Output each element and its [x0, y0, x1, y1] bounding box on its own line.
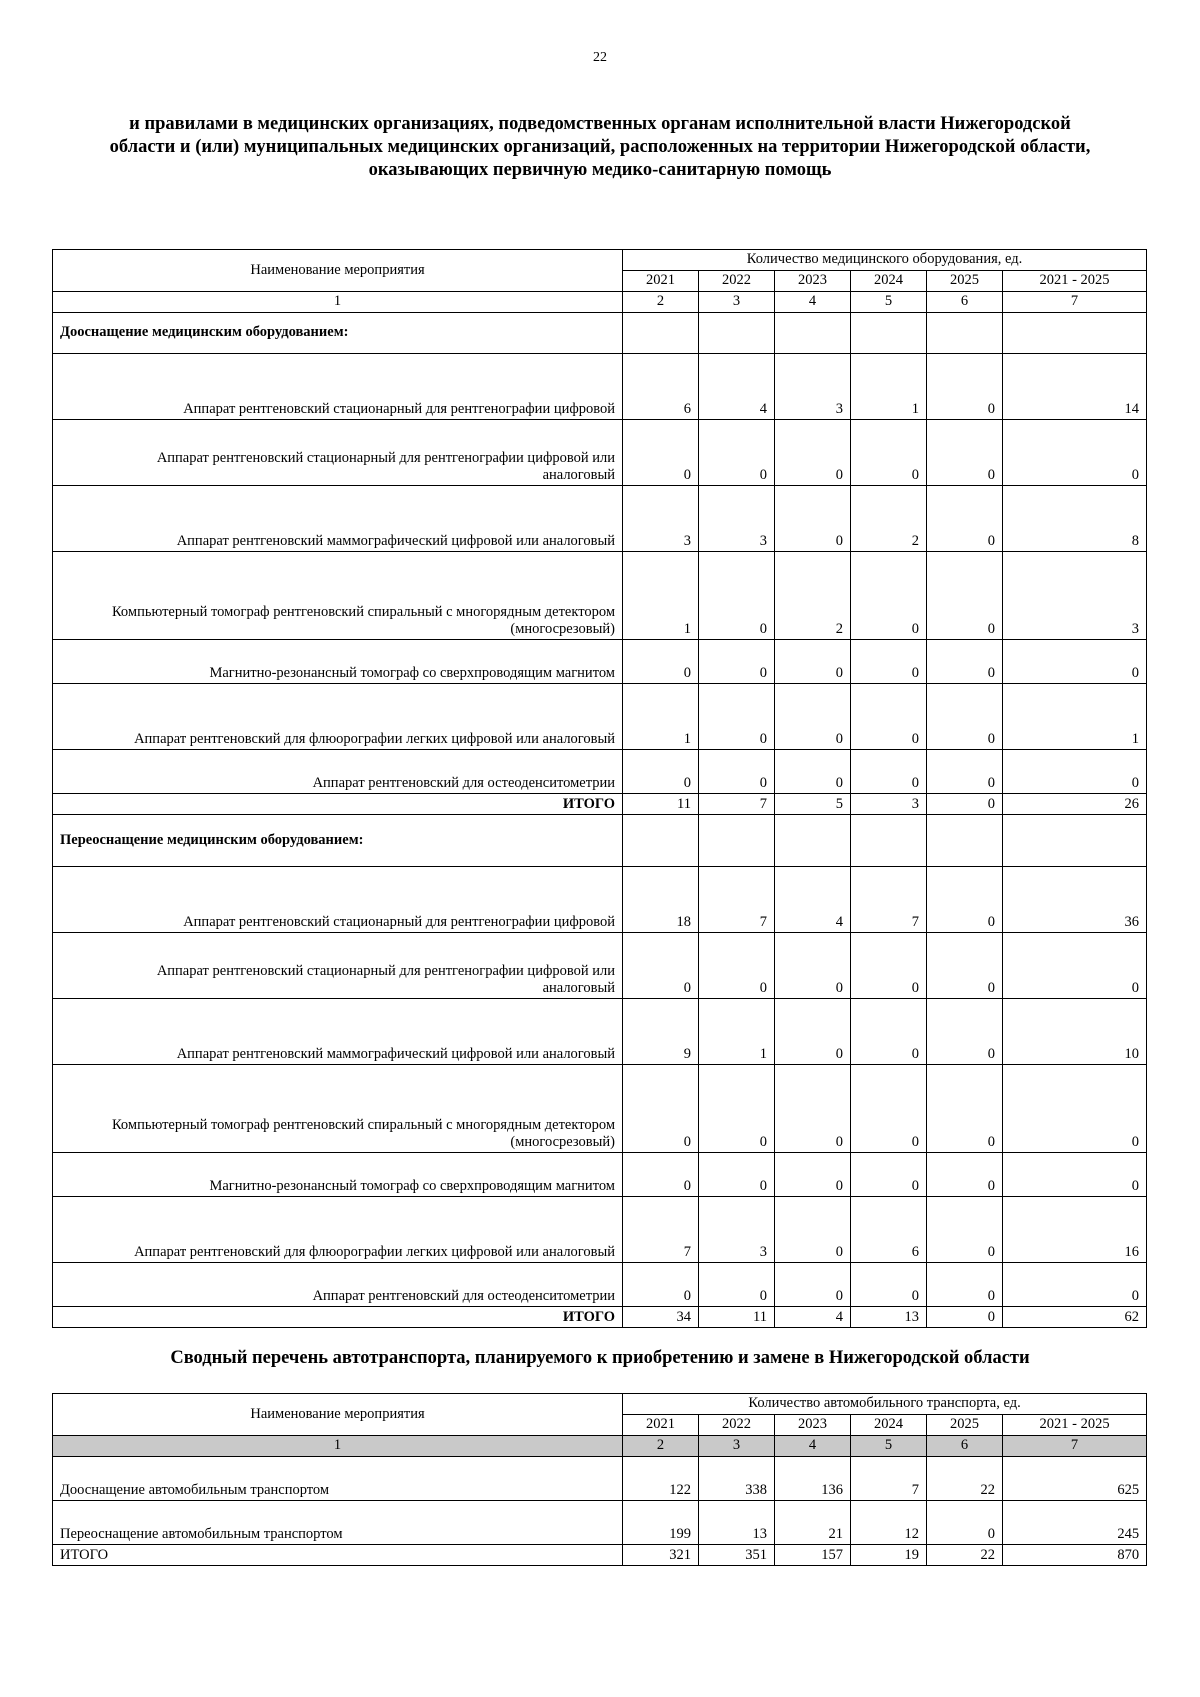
total-cell: 870 — [1003, 1545, 1147, 1566]
table-cell: 0 — [775, 933, 851, 999]
empty-cell — [775, 815, 851, 867]
table-cell: 0 — [927, 867, 1003, 933]
table-cell: 7 — [699, 867, 775, 933]
table-cell: 0 — [851, 1263, 927, 1307]
equipment-name — [53, 354, 623, 420]
total-cell: 13 — [851, 1307, 927, 1328]
table-cell: 0 — [851, 552, 927, 640]
table-row — [53, 867, 1147, 933]
equipment-name-line: Компьютерный томограф рентгеновский спиральный с многорядным детектором — [111, 604, 615, 620]
table-cell: 0 — [699, 640, 775, 684]
table-cell: 245 — [1003, 1501, 1147, 1545]
table-cell: 0 — [927, 1501, 1003, 1545]
table-cell: 0 — [927, 1153, 1003, 1197]
section-title: Переоснащение медицинским оборудованием: — [53, 815, 623, 867]
table-cell: 1 — [699, 999, 775, 1065]
column-number-row — [53, 1436, 1147, 1457]
page-number: 22 — [593, 50, 607, 65]
equipment-name — [53, 1065, 623, 1153]
table-row — [53, 1263, 1147, 1307]
total-cell: 62 — [1003, 1307, 1147, 1328]
heading-line: и правилами в медицинских организациях, подведомственных органам исполнительной власти Нижегородской — [129, 114, 1071, 134]
table-cell: 3 — [623, 486, 699, 552]
column-number: 6 — [927, 292, 1003, 313]
empty-cell — [927, 815, 1003, 867]
section-header-row — [53, 313, 1147, 354]
table-cell: 0 — [927, 1263, 1003, 1307]
total-cell: 0 — [927, 1307, 1003, 1328]
table-cell: 0 — [775, 420, 851, 486]
table-cell: 3 — [1003, 552, 1147, 640]
total-cell: 3 — [851, 794, 927, 815]
section-title: Дооснащение медицинским оборудованием: — [53, 313, 623, 354]
table-cell: 0 — [623, 933, 699, 999]
equipment-name-line: Аппарат рентгеновский для остеоденситометрии — [312, 1288, 615, 1304]
table-cell: 0 — [927, 684, 1003, 750]
equipment-name — [53, 486, 623, 552]
table-cell: 14 — [1003, 354, 1147, 420]
table-row — [53, 552, 1147, 640]
equipment-name — [53, 1197, 623, 1263]
total-cell: 34 — [623, 1307, 699, 1328]
table-cell: 0 — [623, 750, 699, 794]
total-row — [53, 794, 1147, 815]
empty-cell — [1003, 815, 1147, 867]
table-row — [53, 999, 1147, 1065]
equipment-name-line: Аппарат рентгеновский для флюорографии легких цифровой или аналоговый — [134, 1244, 615, 1260]
total-cell: 157 — [775, 1545, 851, 1566]
equipment-name — [53, 684, 623, 750]
equipment-name — [53, 867, 623, 933]
table-cell: 0 — [851, 750, 927, 794]
table-cell: 0 — [851, 999, 927, 1065]
empty-cell — [699, 815, 775, 867]
table-cell: 1 — [1003, 684, 1147, 750]
table-cell: 0 — [699, 750, 775, 794]
table-cell: 21 — [775, 1501, 851, 1545]
table-cell: 0 — [851, 1153, 927, 1197]
table-cell: 0 — [927, 999, 1003, 1065]
table-cell: 0 — [927, 640, 1003, 684]
column-group-header: Количество медицинского оборудования, ед. — [623, 250, 1147, 271]
table-row — [53, 420, 1147, 486]
table-row — [53, 354, 1147, 420]
total-cell: 0 — [927, 794, 1003, 815]
equipment-name-line: Магнитно-резонансный томограф со сверхпроводящим магнитом — [209, 665, 615, 681]
equipment-name-line: аналоговый — [542, 980, 615, 996]
total-cell: 4 — [775, 1307, 851, 1328]
table-cell: 0 — [1003, 420, 1147, 486]
equipment-name-line: Аппарат рентгеновский для флюорографии легких цифровой или аналоговый — [134, 731, 615, 747]
equipment-name-line: Магнитно-резонансный томограф со сверхпроводящим магнитом — [209, 1178, 615, 1194]
table-cell: 0 — [623, 420, 699, 486]
vehicle-name: Переоснащение автомобильным транспортом — [53, 1501, 623, 1545]
table-cell: 13 — [699, 1501, 775, 1545]
table-cell: 0 — [775, 1065, 851, 1153]
equipment-name — [53, 750, 623, 794]
year-header: 2021 — [623, 1415, 699, 1436]
table-cell: 7 — [623, 1197, 699, 1263]
total-cell: 7 — [699, 794, 775, 815]
year-header: 2021 - 2025 — [1003, 271, 1147, 292]
column-number: 2 — [623, 1436, 699, 1457]
table-row — [53, 684, 1147, 750]
table-row — [53, 1501, 1147, 1545]
empty-cell — [851, 815, 927, 867]
table-cell: 0 — [927, 1197, 1003, 1263]
equipment-name-line: (многосрезовый) — [510, 621, 615, 637]
table-cell: 0 — [927, 552, 1003, 640]
total-cell: 321 — [623, 1545, 699, 1566]
equipment-name-line: (многосрезовый) — [510, 1134, 615, 1150]
table-cell: 0 — [699, 1153, 775, 1197]
table-cell: 0 — [775, 1263, 851, 1307]
equipment-name — [53, 999, 623, 1065]
table-cell: 122 — [623, 1457, 699, 1501]
equipment-name-line: Аппарат рентгеновский стационарный для рентгенографии цифровой или — [156, 450, 615, 466]
table-cell: 0 — [1003, 1263, 1147, 1307]
empty-cell — [623, 313, 699, 354]
table-cell: 0 — [623, 1263, 699, 1307]
total-label: ИТОГО — [53, 1307, 623, 1328]
heading-line: области и (или) муниципальных медицинских организаций, расположенных на территории Нижегородской области, — [109, 137, 1091, 157]
empty-cell — [623, 815, 699, 867]
table-cell: 0 — [927, 420, 1003, 486]
year-header: 2023 — [775, 1415, 851, 1436]
equipment-name-line: Аппарат рентгеновский маммографический цифровой или аналоговый — [176, 533, 615, 549]
table-cell: 0 — [775, 999, 851, 1065]
vehicle-section-title: Сводный перечень автотранспорта, планируемого к приобретению и замене в Нижегородской области — [170, 1348, 1030, 1368]
empty-cell — [1003, 313, 1147, 354]
table-cell: 18 — [623, 867, 699, 933]
table-cell: 0 — [775, 1153, 851, 1197]
table-cell: 0 — [623, 1065, 699, 1153]
total-cell: 19 — [851, 1545, 927, 1566]
column-number: 6 — [927, 1436, 1003, 1457]
equipment-name — [53, 1153, 623, 1197]
table-cell: 0 — [775, 684, 851, 750]
table-row — [53, 640, 1147, 684]
table-cell: 0 — [775, 486, 851, 552]
year-header: 2021 - 2025 — [1003, 1415, 1147, 1436]
header-row — [53, 1394, 1147, 1415]
table-cell: 0 — [699, 1263, 775, 1307]
total-cell: 11 — [699, 1307, 775, 1328]
table-cell: 8 — [1003, 486, 1147, 552]
table-cell: 625 — [1003, 1457, 1147, 1501]
empty-cell — [927, 313, 1003, 354]
table-cell: 0 — [775, 1197, 851, 1263]
table-cell: 2 — [851, 486, 927, 552]
equipment-name-line: Аппарат рентгеновский для остеоденситометрии — [312, 775, 615, 791]
table-cell: 4 — [699, 354, 775, 420]
year-header: 2025 — [927, 1415, 1003, 1436]
table-cell: 6 — [851, 1197, 927, 1263]
vehicle-table — [52, 1393, 1147, 1566]
table-cell: 0 — [927, 486, 1003, 552]
year-header: 2021 — [623, 271, 699, 292]
total-label: ИТОГО — [53, 794, 623, 815]
table-cell: 1 — [623, 684, 699, 750]
table-cell: 16 — [1003, 1197, 1147, 1263]
table-cell: 199 — [623, 1501, 699, 1545]
table-row — [53, 1153, 1147, 1197]
table-cell: 4 — [775, 867, 851, 933]
table-row — [53, 750, 1147, 794]
table-cell: 0 — [699, 552, 775, 640]
table-cell: 0 — [1003, 1065, 1147, 1153]
column-number: 7 — [1003, 1436, 1147, 1457]
equipment-name-line: Аппарат рентгеновский маммографический цифровой или аналоговый — [176, 1046, 615, 1062]
column-number: 4 — [775, 292, 851, 313]
column-number: 7 — [1003, 292, 1147, 313]
table-cell: 0 — [1003, 750, 1147, 794]
empty-cell — [851, 313, 927, 354]
column-number: 5 — [851, 1436, 927, 1457]
table-cell: 0 — [623, 640, 699, 684]
total-row — [53, 1307, 1147, 1328]
table-cell: 7 — [851, 1457, 927, 1501]
total-cell: 351 — [699, 1545, 775, 1566]
total-cell: 22 — [927, 1545, 1003, 1566]
column-number: 3 — [699, 292, 775, 313]
table-cell: 0 — [1003, 1153, 1147, 1197]
heading-line: оказывающих первичную медико-санитарную помощь — [368, 160, 832, 180]
table-cell: 6 — [623, 354, 699, 420]
vehicle-name: Дооснащение автомобильным транспортом — [53, 1457, 623, 1501]
year-header: 2024 — [851, 1415, 927, 1436]
table-cell: 7 — [851, 867, 927, 933]
table-cell: 0 — [927, 1065, 1003, 1153]
equipment-name — [53, 933, 623, 999]
equipment-name — [53, 420, 623, 486]
equipment-name-line: Аппарат рентгеновский стационарный для рентгенографии цифровой — [183, 401, 615, 417]
total-cell: 26 — [1003, 794, 1147, 815]
table-cell: 338 — [699, 1457, 775, 1501]
year-header: 2023 — [775, 271, 851, 292]
section-header-row — [53, 815, 1147, 867]
total-row — [53, 1545, 1147, 1566]
table-cell: 0 — [699, 933, 775, 999]
table-cell: 3 — [699, 1197, 775, 1263]
table-cell: 0 — [699, 1065, 775, 1153]
column-number: 3 — [699, 1436, 775, 1457]
table-cell: 136 — [775, 1457, 851, 1501]
table-cell: 0 — [1003, 933, 1147, 999]
table-cell: 0 — [699, 684, 775, 750]
table-cell: 2 — [775, 552, 851, 640]
year-header: 2022 — [699, 271, 775, 292]
table-row — [53, 486, 1147, 552]
column-number: 5 — [851, 292, 927, 313]
equipment-name — [53, 1263, 623, 1307]
table-cell: 0 — [927, 354, 1003, 420]
table-cell: 12 — [851, 1501, 927, 1545]
equipment-name-line: Компьютерный томограф рентгеновский спиральный с многорядным детектором — [111, 1117, 615, 1133]
column-number-row — [53, 292, 1147, 313]
table-cell: 3 — [775, 354, 851, 420]
column-header-name: Наименование мероприятия — [53, 250, 623, 292]
table-cell: 3 — [699, 486, 775, 552]
table-cell: 0 — [775, 640, 851, 684]
table-cell: 1 — [851, 354, 927, 420]
table-cell: 22 — [927, 1457, 1003, 1501]
table-cell: 0 — [775, 750, 851, 794]
column-number: 2 — [623, 292, 699, 313]
equipment-name-line: аналоговый — [542, 467, 615, 483]
table-row — [53, 1065, 1147, 1153]
header-row — [53, 250, 1147, 271]
table-cell: 0 — [851, 1065, 927, 1153]
table-cell: 0 — [851, 933, 927, 999]
document-heading — [40, 113, 1160, 182]
table-cell: 0 — [1003, 640, 1147, 684]
equipment-name-line: Аппарат рентгеновский стационарный для рентгенографии цифровой — [183, 914, 615, 930]
table-cell: 10 — [1003, 999, 1147, 1065]
table-cell: 0 — [699, 420, 775, 486]
year-header: 2024 — [851, 271, 927, 292]
column-header-name: Наименование мероприятия — [53, 1394, 623, 1436]
column-group-header: Количество автомобильного транспорта, ед. — [623, 1394, 1147, 1415]
table-cell: 36 — [1003, 867, 1147, 933]
table-cell: 0 — [851, 640, 927, 684]
table-row — [53, 1457, 1147, 1501]
total-label: ИТОГО — [53, 1545, 623, 1566]
equipment-table — [52, 249, 1147, 1328]
equipment-name — [53, 552, 623, 640]
column-number: 1 — [53, 292, 623, 313]
table-cell: 1 — [623, 552, 699, 640]
table-row — [53, 1197, 1147, 1263]
empty-cell — [775, 313, 851, 354]
equipment-name-line: Аппарат рентгеновский стационарный для рентгенографии цифровой или — [156, 963, 615, 979]
total-cell: 5 — [775, 794, 851, 815]
table-cell: 9 — [623, 999, 699, 1065]
table-row — [53, 933, 1147, 999]
total-cell: 11 — [623, 794, 699, 815]
table-cell: 0 — [851, 684, 927, 750]
column-number: 1 — [53, 1436, 623, 1457]
column-number: 4 — [775, 1436, 851, 1457]
table-cell: 0 — [927, 750, 1003, 794]
table-cell: 0 — [623, 1153, 699, 1197]
empty-cell — [699, 313, 775, 354]
table-cell: 0 — [927, 933, 1003, 999]
table-cell: 0 — [851, 420, 927, 486]
year-header: 2025 — [927, 271, 1003, 292]
year-header: 2022 — [699, 1415, 775, 1436]
equipment-name — [53, 640, 623, 684]
